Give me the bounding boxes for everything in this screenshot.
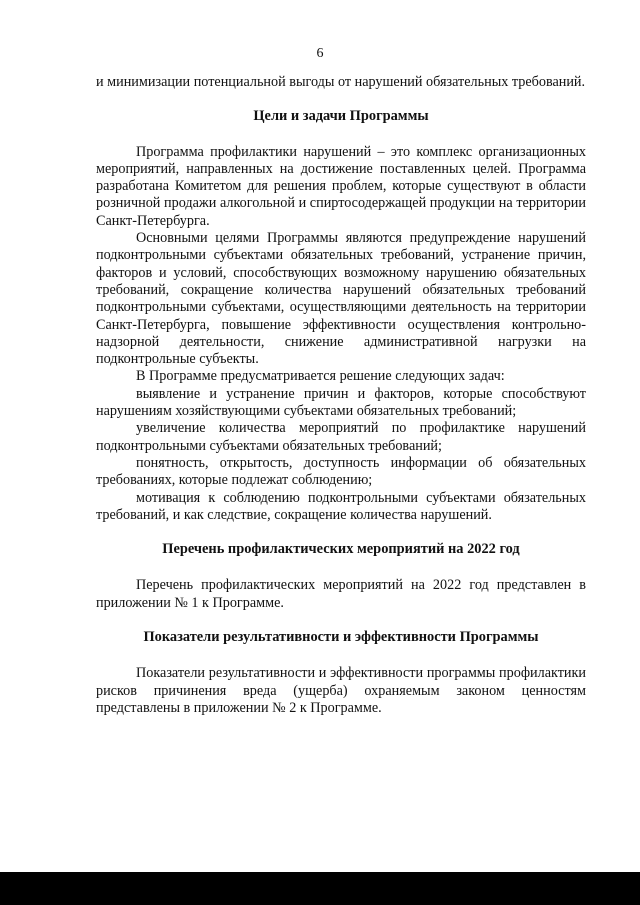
page-number: 6 xyxy=(316,46,324,61)
continuation-paragraph: и минимизации потенциальной выгоды от нарушений обязательных требований. xyxy=(96,74,586,90)
task-item-1: выявление и устранение причин и факторов, которые способствуют нарушениям хозяйствующими субъектами обязательных требований; xyxy=(96,385,586,420)
task-item-3: понятность, открытость, доступность информации об обязательных требованиях, которые подлежат соблюдению; xyxy=(96,454,586,489)
paragraph-measures: Перечень профилактических мероприятий на 2022 год представлен в приложении № 1 к Программе. xyxy=(96,577,586,611)
scan-bottom-edge xyxy=(0,872,640,905)
page-content xyxy=(96,74,586,717)
paragraph-indicators: Показатели результативности и эффективности программы профилактики рисков причинения вреда (ущерба) охраняемым законом ценностям представлены в приложении № 2 к Программе. xyxy=(96,665,586,716)
task-item-4: мотивация к соблюдению подконтрольными субъектами обязательных требований, и как следствие, сокращение количества нарушений. xyxy=(96,489,586,523)
paragraph-program-definition: Программа профилактики нарушений – это комплекс организационных мероприятий, направленных на достижение поставленных целей. Программа разработана Комитетом для решения проблем, которые существуют в области розничной продажи алкогольной и спиртосодержащей продукции на территории Санкт-Петербурга. xyxy=(96,143,586,229)
section-heading-indicators: Показатели результативности и эффективности Программы xyxy=(143,629,539,646)
section-heading-goals: Цели и задачи Программы xyxy=(253,108,429,125)
paragraph-main-goals: Основными целями Программы являются предупреждение нарушений подконтрольными субъектами обязательных требований, устранение причин, факторов и условий, способствующих возможному нарушению обязательных требований, сокращение количества нарушений обязательных требований подконтрольными субъектами, осуществляющими деятельность на территории Санкт-Петербурга, повышение эффективности осуществления контрольно-надзорной деятельности, снижение административной нагрузки на подконтрольные субъекты. xyxy=(96,230,586,368)
task-item-2: увеличение количества мероприятий по профилактике нарушений подконтрольными субъектами обязательных требований; xyxy=(96,420,586,454)
section-heading-measures: Перечень профилактических мероприятий на 2022 год xyxy=(162,541,520,558)
paragraph-tasks-intro: В Программе предусматривается решение следующих задач: xyxy=(136,368,505,385)
